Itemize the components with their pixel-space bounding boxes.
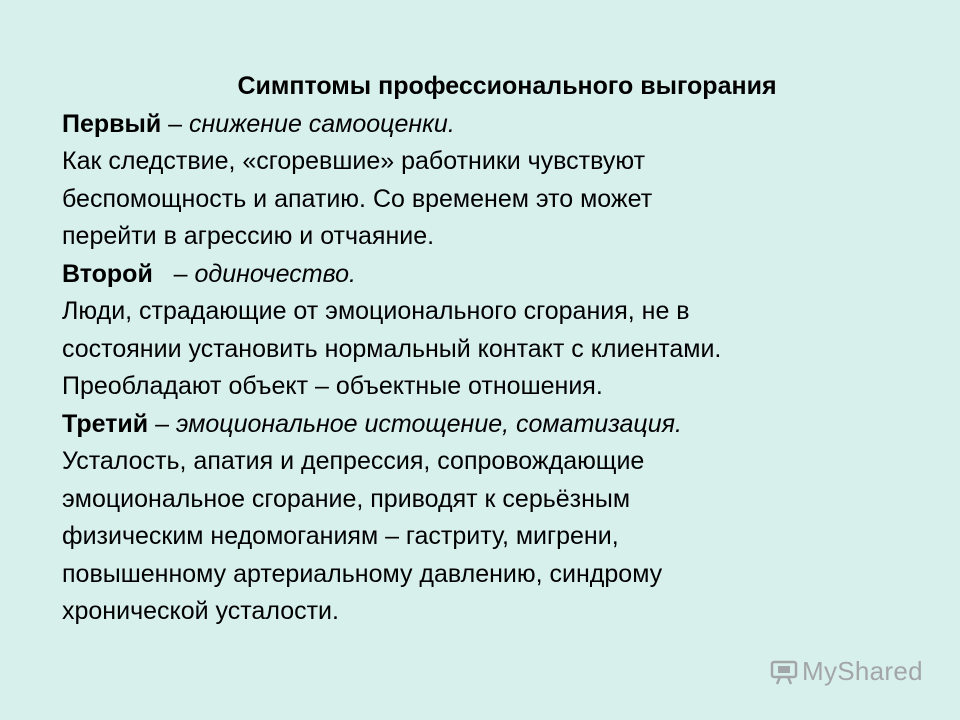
slide-content [62, 68, 922, 631]
symptom-1-term: Первый [62, 109, 162, 138]
symptom-3-heading [62, 406, 922, 444]
symptom-3-dash: – [148, 409, 176, 438]
symptom-2-heading [62, 256, 922, 294]
watermark-text: MyShared [802, 656, 923, 686]
symptom-1-text-line: беспомощность и апатию. Со временем это может [62, 184, 653, 213]
symptom-2-text-line: Люди, страдающие от эмоционального сгорания, не в [62, 297, 690, 325]
symptom-1-text-line: перейти в агрессию и отчаяние. [62, 222, 435, 250]
symptom-2-text-line: состоянии установить нормальный контакт с клиентами. [62, 334, 722, 363]
symptom-3-text-line: Усталость, апатия и депрессия, сопровождающие [62, 447, 645, 475]
symptom-1-dash: – [161, 109, 190, 138]
symptom-1-text-line: Как следствие, «сгоревшие» работники чувствуют [62, 147, 646, 175]
slide-title: Симптомы профессионального выгорания [237, 72, 777, 100]
presentation-board-icon [770, 659, 798, 685]
symptom-3-term: Третий [62, 409, 149, 438]
symptom-1-heading [62, 106, 922, 144]
symptom-3-text-line: повышенному артериальному давлению, синдрому [62, 559, 663, 588]
symptom-3-text-line: эмоциональное сгорание, приводят к серьёзным [62, 484, 631, 513]
symptom-2-desc: одиночество. [194, 259, 356, 288]
watermark-logo [770, 656, 923, 687]
symptom-3-desc: эмоциональное истощение, соматизация. [175, 409, 682, 438]
symptom-3-text-line: хронической усталости. [62, 597, 339, 625]
symptom-2-text-line: Преобладают объект – объектные отношения. [62, 372, 603, 400]
symptom-2-term: Второй [62, 259, 153, 288]
symptom-3-text-line: физическим недомоганиям – гастриту, мигрени, [62, 522, 619, 550]
symptom-1-desc: снижение самооценки. [189, 109, 455, 138]
symptom-2-dash: – [152, 259, 195, 288]
